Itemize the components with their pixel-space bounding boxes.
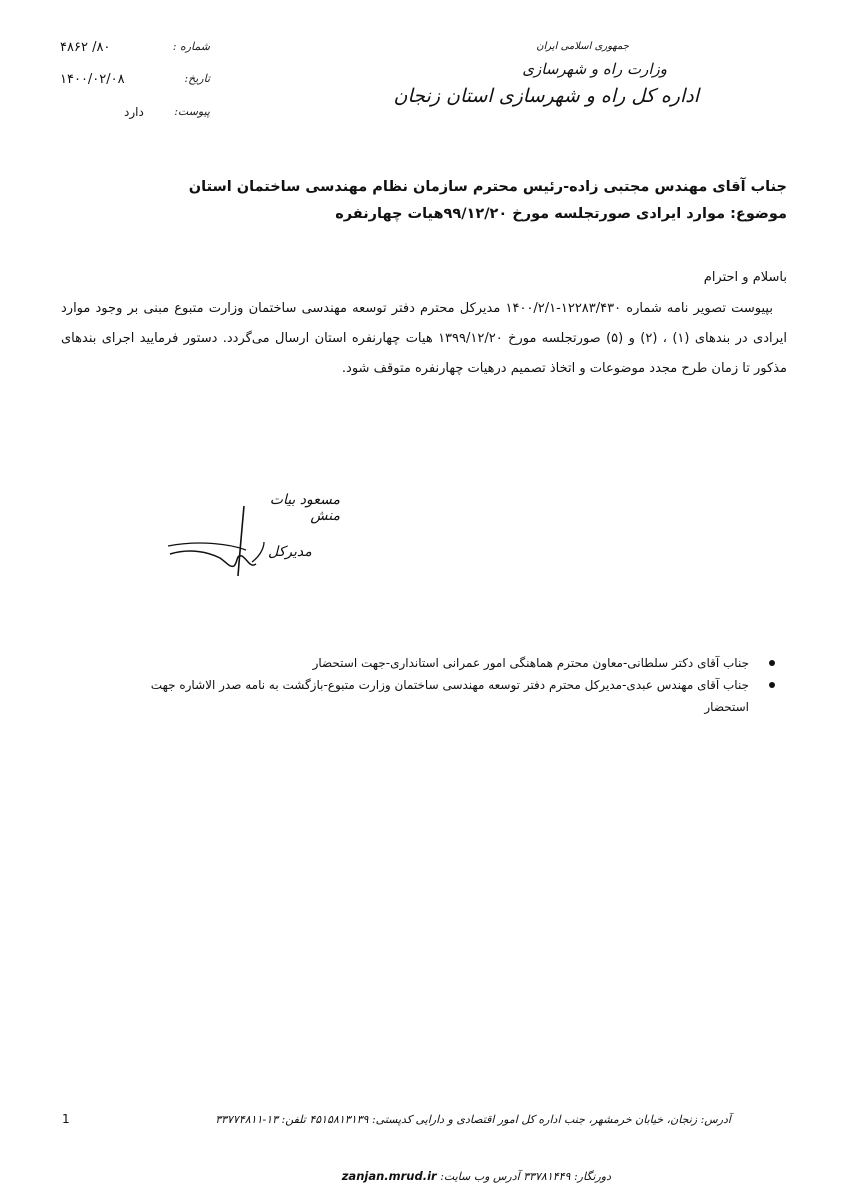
cc-item-text: جناب آقای مهندس عبدی-مدیرکل محترم دفتر توسعه مهندسی ساختمان وزارت متبوع-بازگشت به نامه صدر الاشاره جهت استحضار [150,678,749,714]
letter-number-value: ۸۰/ ۴۸۶۲ [60,40,111,55]
footer-fax-website-label: دورنگار: ۳۳۷۸۱۴۴۹ آدرس وب سایت: [440,1170,611,1183]
cc-list [135,652,775,718]
signatory-name: مسعود بیات منش [269,492,340,524]
signature-block [160,488,340,588]
letter-number-label: شماره : [172,40,210,53]
letter-body: بپیوست تصویر نامه شماره ۱۲۲۸۳/۴۳۰-۱۴۰۰/۲/۱ مدیرکل محترم دفتر توسعه مهندسی ساختمان وزارت متبوع مبنی بر وجود موارد ایرادی در بندهای (۱) ، (۲) و (۵) صورتجلسه مورخ ۱۳۹۹/۱۲/۲۰ هیات چهارنفره استان ارسال می‌گردد. دستور فرمایید اجرای بندهای مذکور تا زمان طرح مجدد موضوعات و اتخاذ تصمیم درهیات چهارنفره متوقف شود. [61,301,788,376]
footer-address: آدرس: زنجان، خیابان خرمشهر، جنب اداره کل امور اقتصادی و دارایی کدپستی: ۴۵۱۵۸۱۳۱۳۹ تلفن: ۱۳-۳۳۷۷۴۸۱۱ [215,1113,731,1126]
cc-item [135,652,775,674]
letterhead-ministry: وزارت راه و شهرسازی [522,60,667,78]
letterhead [339,40,699,110]
letterhead-country: جمهوری اسلامی ایران [536,41,629,52]
page-number: 1 [62,1112,70,1126]
bullet-icon [769,660,775,666]
cc-item-text: جناب آقای دکتر سلطانی-معاون محترم هماهنگی امور عمرانی استانداری-جهت استحضار [312,656,749,670]
bullet-icon [769,682,775,688]
letterhead-office: اداره کل راه و شهرسازی استان زنجان [393,85,699,107]
letter-date-label: تاریخ: [184,72,210,85]
footer-website: zanjan.mrud.ir [341,1169,437,1183]
signatory-title: مدیرکل [268,544,312,560]
letter-greeting: باسلام و احترام [703,270,787,285]
letter-date-row [60,72,210,92]
letter-date-value: ۱۴۰۰/۰۲/۰۸ [60,72,125,87]
letter-attachment-value: دارد [124,105,144,119]
footer-contact [211,1168,611,1185]
letter-number-row [60,40,210,60]
letter-subject: موضوع: موارد ایرادی صورتجلسه مورخ ۹۹/۱۲/۲۰هیات چهارنفره [335,206,787,222]
cc-item [135,674,775,718]
letter-recipient: جناب آقای مهندس مجتبی زاده-رئیس محترم سازمان نظام مهندسی ساختمان استان [188,179,787,195]
letter-attachment-label: پیوست: [174,105,210,118]
letter-attachment-row [60,105,210,125]
